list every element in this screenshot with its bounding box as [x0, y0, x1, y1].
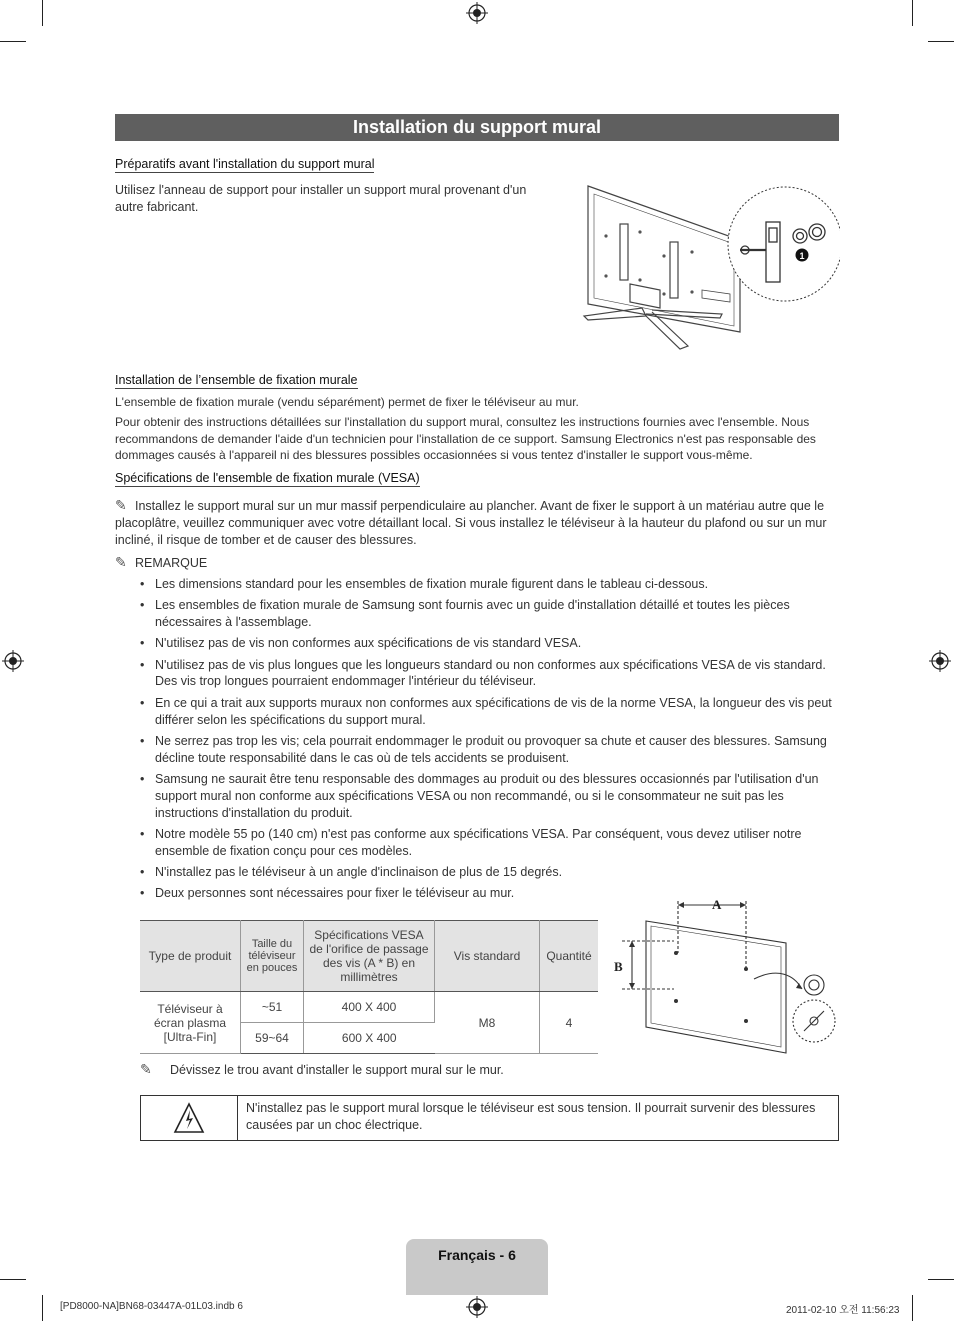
wall-note [115, 497, 839, 549]
page-number-tab: Français - 6 [406, 1239, 548, 1295]
list-item: • Ne serrez pas trop les vis; cela pourrait endommager le produit ou provoquer sa chute et causer des blessures. Samsung décline toute responsabilité dans le cas où de tels accidents se produisent. [140, 733, 827, 765]
warning-text: N'installez pas le support mural lorsque le téléviseur est sous tension. Il pourrait survenir des blessures causées par un choc électrique. [246, 1101, 816, 1132]
pencil-note-icon: ✎ [140, 1061, 152, 1077]
section-heading-vesa: Spécifications de l'ensemble de fixation murale (VESA) [115, 471, 420, 485]
list-item: • Deux personnes sont nécessaires pour fixer le téléviseur au mur. [140, 886, 515, 901]
installation-text-2: Pour obtenir des instructions détaillées sur l'installation du support mural, consultez les instructions fournies avec l'ensemble. Nous recommandons de demander l'aide d'un technicien pour l'installation de ce support. Samsung Electronics n'est pas responsable des dommages causés à l'appareil ni des blessures possibles occasionnées si vous tentez d'installer le support vous-même. [115, 415, 816, 462]
crop-mark [928, 41, 954, 42]
list-item: • Samsung ne saurait être tenu responsable des dommages au produit ou des blessures occasionnés par l'utilisation d'un support mural non conforme aux spécifications VESA ou non recommandé, ou si le consommateur ne suit pas les instructions d'installation du produit. [140, 771, 819, 820]
registration-mark-icon [466, 2, 488, 24]
tv-back-wall-ring-illustration [580, 184, 840, 356]
table-cell: 4 [540, 992, 599, 1054]
remark-heading [115, 554, 839, 572]
warning-icon-cell [141, 1096, 238, 1140]
crop-mark [0, 1279, 26, 1280]
table-cell: 400 X 400 [304, 992, 435, 1023]
warning-box [140, 1095, 839, 1141]
pencil-note-icon: ✎ [115, 554, 127, 570]
crop-mark [0, 41, 26, 42]
header-cell: Taille du téléviseur en pouces [241, 921, 304, 992]
list-item: • Les dimensions standard pour les ensembles de fixation murale figurent dans le tableau ci-dessous. [140, 577, 709, 591]
electric-shock-warning-icon [141, 1096, 237, 1140]
crop-mark [42, 0, 43, 26]
vesa-hole-diagram [608, 893, 840, 1061]
section-heading-preparation: Préparatifs avant l'installation du support mural [115, 157, 375, 171]
unscrew-note-text: Dévissez le trou avant d'installer le support mural sur le mur. [170, 1063, 504, 1077]
crop-mark [928, 1279, 954, 1280]
list-item: • N'installez pas le téléviseur à un angle d'inclinaison de plus de 15 degrés. [140, 864, 563, 879]
page-title: Installation du support mural [115, 114, 839, 141]
table-cell: M8 [435, 992, 540, 1054]
pencil-note-icon: ✎ [115, 497, 127, 513]
list-item: • Notre modèle 55 po (140 cm) n'est pas conforme aux spécifications VESA. Par conséquent, vous devez utiliser notre ensemble de fixation conçu pour ces modèles. [140, 826, 802, 858]
list-item: • Les ensembles de fixation murale de Samsung sont fournis avec un guide d'installation détaillé et toutes les pièces nécessaires à l'assemblage. [140, 598, 790, 630]
registration-mark-icon [929, 650, 951, 672]
remark-label: REMARQUE [135, 556, 208, 570]
registration-mark-icon [2, 650, 24, 672]
file-info: [PD8000-NA]BN68-03447A-01L03.indb 6 [60, 1301, 243, 1312]
wall-note-text: Installez le support mural sur un mur massif perpendiculaire au plancher. Avant de fixer le support à un matériau autre que le placoplâtre, veuillez communiquer avec votre détaillant local. Si vous installez le téléviseur à la hauteur du plafond ou sur un mur incliné, il risque de tomber et de causer des blessures. [115, 499, 827, 547]
header-cell: Quantité [540, 921, 599, 992]
table-header-row [140, 921, 598, 992]
label-a: A [712, 897, 722, 912]
crop-mark [912, 1295, 913, 1321]
callout-number: 1 [799, 251, 805, 261]
crop-mark [912, 0, 913, 26]
section-heading-installation: Installation de l’ensemble de fixation murale [115, 373, 358, 387]
crop-mark [42, 1295, 43, 1321]
table-cell: ~51 [241, 992, 304, 1023]
remark-bullet-list [137, 576, 839, 907]
table-cell: Téléviseur à écran plasma [Ultra-Fin] [140, 992, 241, 1054]
unscrew-note [140, 1061, 840, 1078]
list-item: • En ce qui a trait aux supports muraux non conformes aux spécifications de vis de la norme VESA, la longueur des vis peut différer selon les spécifications du support mural. [140, 695, 832, 727]
table-row [140, 992, 598, 1023]
header-cell: Type de produit [140, 921, 241, 992]
header-cell: Vis standard [435, 921, 540, 992]
vesa-spec-table [140, 920, 598, 1054]
label-b: B [614, 959, 623, 974]
header-cell: Spécifications VESA de l'orifice de passage des vis (A * B) en millimètres [304, 921, 435, 992]
installation-text-1: L'ensemble de fixation murale (vendu séparément) permet de fixer le téléviseur au mur. [115, 395, 579, 409]
table-cell: 59~64 [241, 1023, 304, 1054]
registration-mark-icon [466, 1296, 488, 1318]
table-cell: 600 X 400 [304, 1023, 435, 1054]
date-info: 2011-02-10 오전 11:56:23 [786, 1305, 900, 1316]
preparation-text: Utilisez l'anneau de support pour installer un support mural provenant d'un autre fabricant. [115, 183, 527, 214]
list-item: • N'utilisez pas de vis plus longues que les longueurs standard ou non conformes aux spécifications VESA de vis standard. Des vis trop longues pourraient endommager l'intérieur du téléviseur. [140, 657, 826, 689]
list-item: • N'utilisez pas de vis non conformes aux spécifications de vis standard VESA. [140, 636, 582, 651]
